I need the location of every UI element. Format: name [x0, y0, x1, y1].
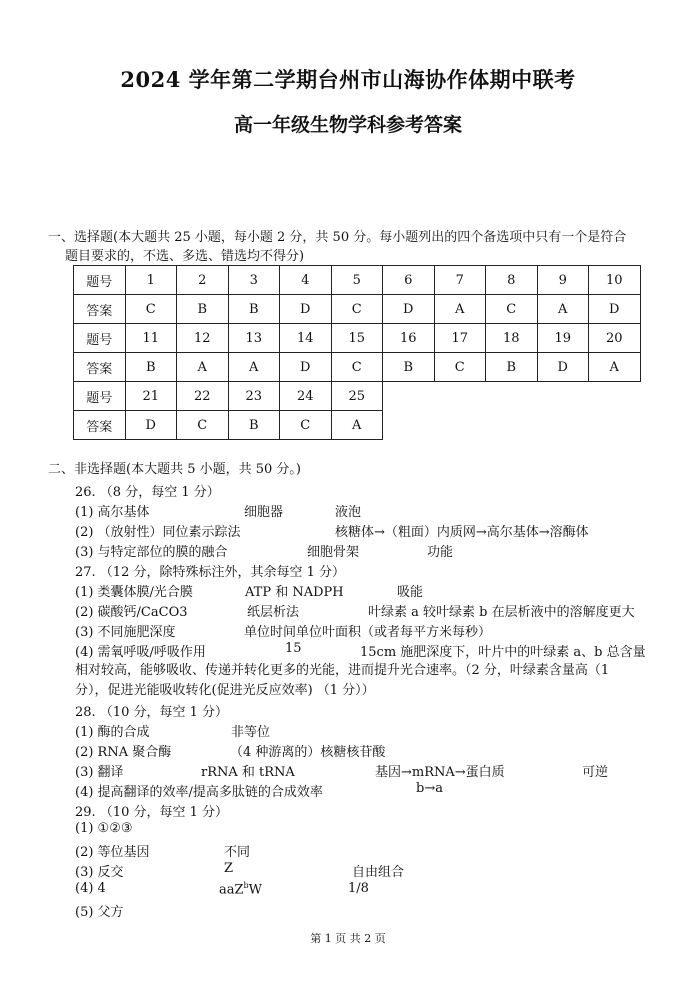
section1-heading-line1: 一、选择题(本大题共 25 小题，每小题 2 分，共 50 分。每小题列出的四个备选项中只有一个是符合: [48, 230, 627, 245]
q27-title: 27. （12 分，除特殊标注外，其余每空 1 分）: [75, 565, 346, 580]
q26-2b: 核糖体→（粗面）内质网→高尔基体→溶酶体: [335, 525, 589, 540]
table-cell: A: [177, 353, 229, 382]
q26-1b: 细胞器: [244, 505, 284, 520]
table-cell-empty: [383, 411, 435, 440]
table-cell-empty: [383, 382, 435, 411]
table-cell: 18: [486, 324, 538, 353]
table-cell: 9: [537, 266, 589, 295]
q28-3b: rRNA 和 tRNA: [201, 765, 295, 780]
q27-1c: 吸能: [397, 585, 424, 600]
table-cell: 23: [228, 382, 280, 411]
table-cell: B: [177, 295, 229, 324]
table-cell-empty: [434, 382, 486, 411]
q29-1: (1) ①②③: [75, 821, 133, 836]
q28-2a: (2) RNA 聚合酶: [75, 745, 172, 760]
table-cell: 25: [331, 382, 383, 411]
table-cell: D: [280, 353, 332, 382]
table-row: [74, 266, 641, 295]
table-cell-empty: [434, 411, 486, 440]
table-cell: A: [434, 295, 486, 324]
table-cell: C: [331, 353, 383, 382]
document-title: 2024 学年第二学期台州市山海协作体期中联考: [120, 67, 576, 92]
table-cell-empty: [589, 411, 641, 440]
table-row: [74, 411, 641, 440]
page-footer: 第 1 页 共 2 页: [310, 932, 386, 945]
table-row: [74, 295, 641, 324]
document-subtitle: 高一年级生物学科参考答案: [233, 114, 462, 136]
q28-3c: 基因→mRNA→蛋白质: [375, 765, 505, 780]
table-cell-empty: [537, 382, 589, 411]
table-cell: C: [434, 353, 486, 382]
q27-1b: ATP 和 NADPH: [245, 585, 344, 600]
q27-4b: 15: [285, 641, 302, 656]
table-row-label: 答案: [74, 411, 126, 440]
table-cell: 10: [589, 266, 641, 295]
q28-4a: (4) 提高翻译的效率/提高多肽链的合成效率: [75, 785, 323, 800]
table-cell: 13: [228, 324, 280, 353]
table-cell: 7: [434, 266, 486, 295]
q28-3d: 可逆: [582, 765, 609, 780]
q27-4a: (4) 需氧呼吸/呼吸作用: [75, 645, 206, 660]
q26-1c: 液泡: [335, 505, 362, 520]
q26-3a: (3) 与特定部位的膜的融合: [75, 545, 228, 560]
table-cell: A: [589, 353, 641, 382]
q28-2b: （4 种游离的）核糖核苷酸: [230, 745, 386, 760]
table-cell: 2: [177, 266, 229, 295]
table-cell: 20: [589, 324, 641, 353]
table-cell: D: [280, 295, 332, 324]
table-cell: D: [589, 295, 641, 324]
table-cell: 19: [537, 324, 589, 353]
table-cell: C: [331, 295, 383, 324]
q26-3c: 功能: [427, 545, 454, 560]
q29-3c: 自由组合: [352, 865, 405, 880]
q27-2c: 叶绿素 a 较叶绿素 b 在层析液中的溶解度更大: [368, 605, 635, 620]
table-cell: C: [486, 295, 538, 324]
section2-heading: 二、非选择题(本大题共 5 小题，共 50 分。): [48, 462, 301, 477]
table-cell-empty: [589, 382, 641, 411]
q29-4b-end: W: [248, 882, 263, 898]
table-cell: D: [125, 411, 177, 440]
section1-heading: [48, 228, 658, 266]
q27-2a: (2) 碳酸钙/CaCO3: [75, 605, 188, 620]
q29-2b: 不同: [224, 845, 251, 860]
q28-4b: b→a: [416, 781, 443, 796]
table-cell: 1: [125, 266, 177, 295]
q28-3a: (3) 翻译: [75, 765, 124, 780]
q28-1b: 非等位: [231, 725, 271, 740]
section1-heading-line2: 题目要求的，不选、多选、错选均不得分): [65, 249, 305, 264]
q27-3a: (3) 不同施肥深度: [75, 625, 176, 640]
table-cell: 6: [383, 266, 435, 295]
q27-line5: 相对较高，能够吸收、传递并转化更多的光能，进而提升光合速率。（2 分，叶绿素含量高（1: [75, 663, 610, 678]
q27-para: [75, 661, 653, 701]
q26-1a: (1) 高尔基体: [75, 505, 150, 520]
q26-line1: [75, 501, 150, 520]
q26-title: 26. （8 分，每空 1 分）: [75, 485, 220, 500]
table-cell: B: [486, 353, 538, 382]
table-cell: B: [125, 353, 177, 382]
table-cell: A: [228, 353, 280, 382]
table-cell: 12: [177, 324, 229, 353]
table-cell: 14: [280, 324, 332, 353]
q29-4b-sup: b: [243, 881, 249, 890]
q29-3a: (3) 反交: [75, 865, 124, 880]
table-cell: 16: [383, 324, 435, 353]
answer-table: [73, 265, 641, 440]
table-cell: C: [280, 411, 332, 440]
table-cell: D: [383, 295, 435, 324]
table-row: [74, 353, 641, 382]
q28-1a: (1) 酶的合成: [75, 725, 150, 740]
q27-line6: 分），促进光能吸收转化(促进光反应效率) （1 分））: [75, 683, 375, 698]
q29-5: (5) 父方: [75, 905, 124, 920]
q29-title: 29. （10 分，每空 1 分）: [75, 805, 229, 820]
table-cell: B: [383, 353, 435, 382]
table-cell: C: [125, 295, 177, 324]
q27-3b: 单位时间单位叶面积（或者每平方米每秒）: [244, 625, 492, 640]
table-cell-empty: [486, 411, 538, 440]
table-cell: 24: [280, 382, 332, 411]
table-cell: 3: [228, 266, 280, 295]
table-row: [74, 382, 641, 411]
table-cell: 15: [331, 324, 383, 353]
table-row-label: 题号: [74, 324, 126, 353]
table-cell: B: [228, 411, 280, 440]
q28-title: 28. （10 分，每空 1 分）: [75, 705, 229, 720]
table-cell: C: [177, 411, 229, 440]
table-cell: 22: [177, 382, 229, 411]
table-cell: 5: [331, 266, 383, 295]
table-row: [74, 324, 641, 353]
table-row-label: 答案: [74, 295, 126, 324]
table-row-label: 答案: [74, 353, 126, 382]
q27-4c: 15cm 施肥深度下，叶片中的叶绿素 a、b 总含量: [360, 645, 646, 660]
table-row-label: 题号: [74, 266, 126, 295]
table-cell: 11: [125, 324, 177, 353]
q29-4b-base: aaZ: [219, 882, 244, 898]
table-cell-empty: [486, 382, 538, 411]
table-cell: 4: [280, 266, 332, 295]
q29-4a: (4) 4: [75, 881, 106, 896]
table-cell: 8: [486, 266, 538, 295]
table-cell: A: [331, 411, 383, 440]
table-cell: 21: [125, 382, 177, 411]
q26-2a: (2) （放射性）同位素示踪法: [75, 525, 241, 540]
q29-2a: (2) 等位基因: [75, 845, 150, 860]
table-cell-empty: [537, 411, 589, 440]
q27-2b: 纸层析法: [247, 605, 300, 620]
q29-4b: [219, 881, 262, 897]
table-cell: B: [228, 295, 280, 324]
q26-3b: 细胞骨架: [307, 545, 360, 560]
table-cell: D: [537, 353, 589, 382]
q29-4c: 1/8: [348, 881, 369, 896]
q29-3b: Z: [224, 861, 234, 876]
q27-1a: (1) 类囊体膜/光合膜: [75, 585, 193, 600]
table-row-label: 题号: [74, 382, 126, 411]
table-cell: A: [537, 295, 589, 324]
table-cell: 17: [434, 324, 486, 353]
